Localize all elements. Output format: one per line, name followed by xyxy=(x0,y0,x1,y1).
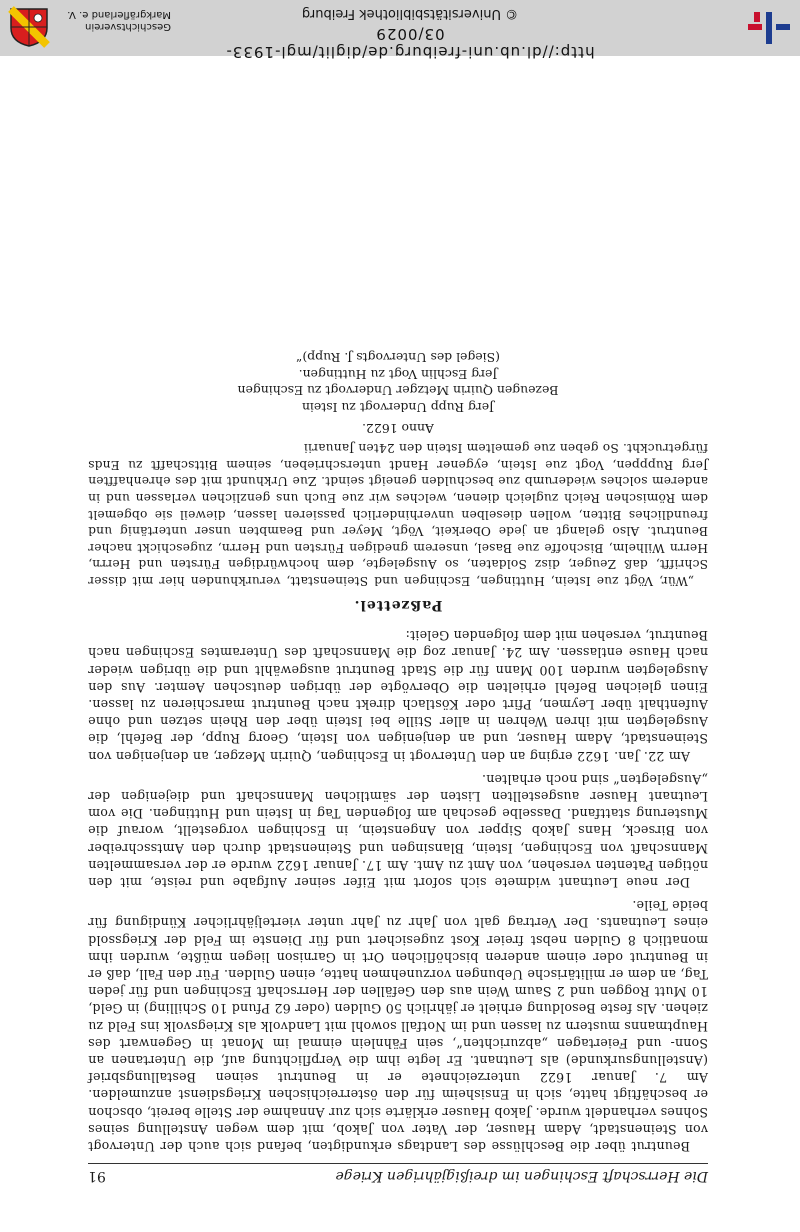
signature-block xyxy=(88,349,708,436)
paragraph-1: Beuntrut über die Beschlüsse des Landtags erkundigten, befand sich auch der Untervogt von Steinenstadt, Adam Hauser, der Vater von Jakob, mit dem wegen Anstellung seines Sohnes verhandelt wurde. Jakob Hauser erklärte sich zur Annahme der Stelle bereit, obschon er beschäftigt hatte, sich in Ensisheim für den österreichischen Kriegsdienst anzumelden. Am 7. Januar 1622 unterzeichnete er in Beuntrut seinen Bestallungsbrief (Anstellungsurkunde) als Leutnant. Er legte ihm die Verpflichtung auf, die Untertanen an Sonn- und Feiertagen „abzurichten“, sein Fähnlein einmal im Monat in Gegenwart des Hauptmanns mustern zu lassen und im Notfall sowohl mit Landvolk als Kriegsvolk ins Feld zu ziehen. Als feste Besoldung erhielt er jährlich 50 Gulden (oder 62 Pfund 10 Schilling) in Geld, 10 Mutt Roggen und 2 Saum Wein aus den Gefällen der Herrschaft Eschingen und für jeden Tag, an dem er militärische Uebungen vorzunehmen hatte, einen Gulden. Für den Fall, daß er in Beuntrut oder einem anderen bischöflichen Ort in Garnison liegen müßte, wurden ihm monatlich 8 Gulden nebst freier Kost zugesichert und für Dienste im Feld der Kriegssold eines Leutnants. Der Vertrag galt von Jahr zu Jahr unter vierteljährlicher Kündigung für beide Teile. xyxy=(88,898,708,1154)
page-content xyxy=(88,349,708,1184)
running-head xyxy=(88,1163,708,1184)
running-head-title: Die Herrschaft Eschingen im dreißigjährigen Kriege xyxy=(335,1168,708,1184)
pass-quote: „Wür, Vögt zue Istein, Huttingen, Eschingen und Steinenstatt, verurkhunden hier mit disser Schrifft, daß Zeuger, disz Soldaten, so Ausgelegte, dem hochwürdigen Fürsten und Herrn, Herrn Wilhelm, Bischoffe zue Basel, unserem gnedigen Fürsten und Herrn, zugeschickt nacher Beuntrut. Also gelangt an jede Oberkeit, Vögt, Meyer und Beambten unser untertänig und freundliches Bitten, wollen dieselben unverhinderlich passieren lassen, dieweil sie obgemelt dem Römischen Reich zugleich dienen, welches wir zue Euch uns genzlichen verlassen und in anderem solches wiederumb zue beschulden geneigt seindt. Zue Urkhundt mit des ehrenhafften Jerg Rupppen, Vogt zue Istein, eygener Handt unterschrieben, seinem Bittschafft zu Ends fürgetruckht. So geben zue gemeltem Istein den 24ten Januarii xyxy=(88,441,708,588)
signature-line-3: Jerg Eschlin Vogt zu Huttingen. xyxy=(298,366,498,382)
signature-line-2: Bezeugen Quirin Metzger Undervogt zu Eschingen xyxy=(237,383,559,399)
signature-line-4: (Siegel des Untervogts J. Rupp)“ xyxy=(296,350,500,366)
society-name: Geschichtsverein Markgräflerland e. V. xyxy=(67,9,171,32)
scanned-page xyxy=(0,56,800,1232)
banner-copyright: © Universitätsbibliothek Freiburg xyxy=(301,6,519,21)
paragraph-2: Der neue Leutnant widmete sich sofort mit Eifer seiner Aufgabe und reiste, mit den nötigen Patenten versehen, von Amt zu Amt. Am 17. Januar 1622 wurde er der versammelten Mannschaft von Eschingen, Istein, Blansingen und Steinenstadt durch den Amtsschreiber von Birseck, Hans Jakob Sipper von Angenstein, in Eschingen vorgestellt, worauf die Musterung stattfand. Dasselbe geschah am folgenden Tag in Istein und Huttingen. Die vom Leutnant Hauser ausgestellten Listen der sämtlichen Mannschaft und diejenigen der „Ausgelegten“ sind noch erhalten. xyxy=(88,771,708,890)
paragraph-3: Am 22. Jan. 1622 erging an den Untervogt in Eschingen, Quirin Mezger, an denjenigen von Steinenstadt, Adam Hauser, und an denjenigen von Istein, Georg Rupp, der Befehl, die Ausgelegten mit ihren Wehren in aller Stille bei Istein über den Rhein setzen und ohne Aufenthalt über Leymen, Pfirt oder Köstlach direkt nach Beuntrut marschieren zu lassen. Einen gleichen Befehl erhielten die Obervögte der übrigen deutschen Aemter. Aus den Ausgelegten wurden 100 Mann für die Stadt Beuntrut ausgewählt und die übrigen wieder nach Hause entlassen. Am 24. Januar zog die Mannschaft des Unteramtes Eschingen nach Beuntrut, versehen mit dem folgenden Geleit: xyxy=(88,628,708,764)
date-line: Anno 1622. xyxy=(362,420,434,436)
signature-line-1: Jerg Rupp Undervogt zu Istein xyxy=(301,399,495,415)
top-banner xyxy=(0,0,800,61)
ub-freiburg-logo-icon xyxy=(744,10,792,46)
section-title: Paßzettel. xyxy=(353,596,443,613)
banner-center xyxy=(200,6,620,61)
banner-url[interactable]: http://dl.ub.uni-freiburg.de/diglit/mgl-1933-03/0029 xyxy=(225,25,595,61)
page-number: 91 xyxy=(88,1168,106,1184)
coat-of-arms-icon xyxy=(8,6,50,48)
